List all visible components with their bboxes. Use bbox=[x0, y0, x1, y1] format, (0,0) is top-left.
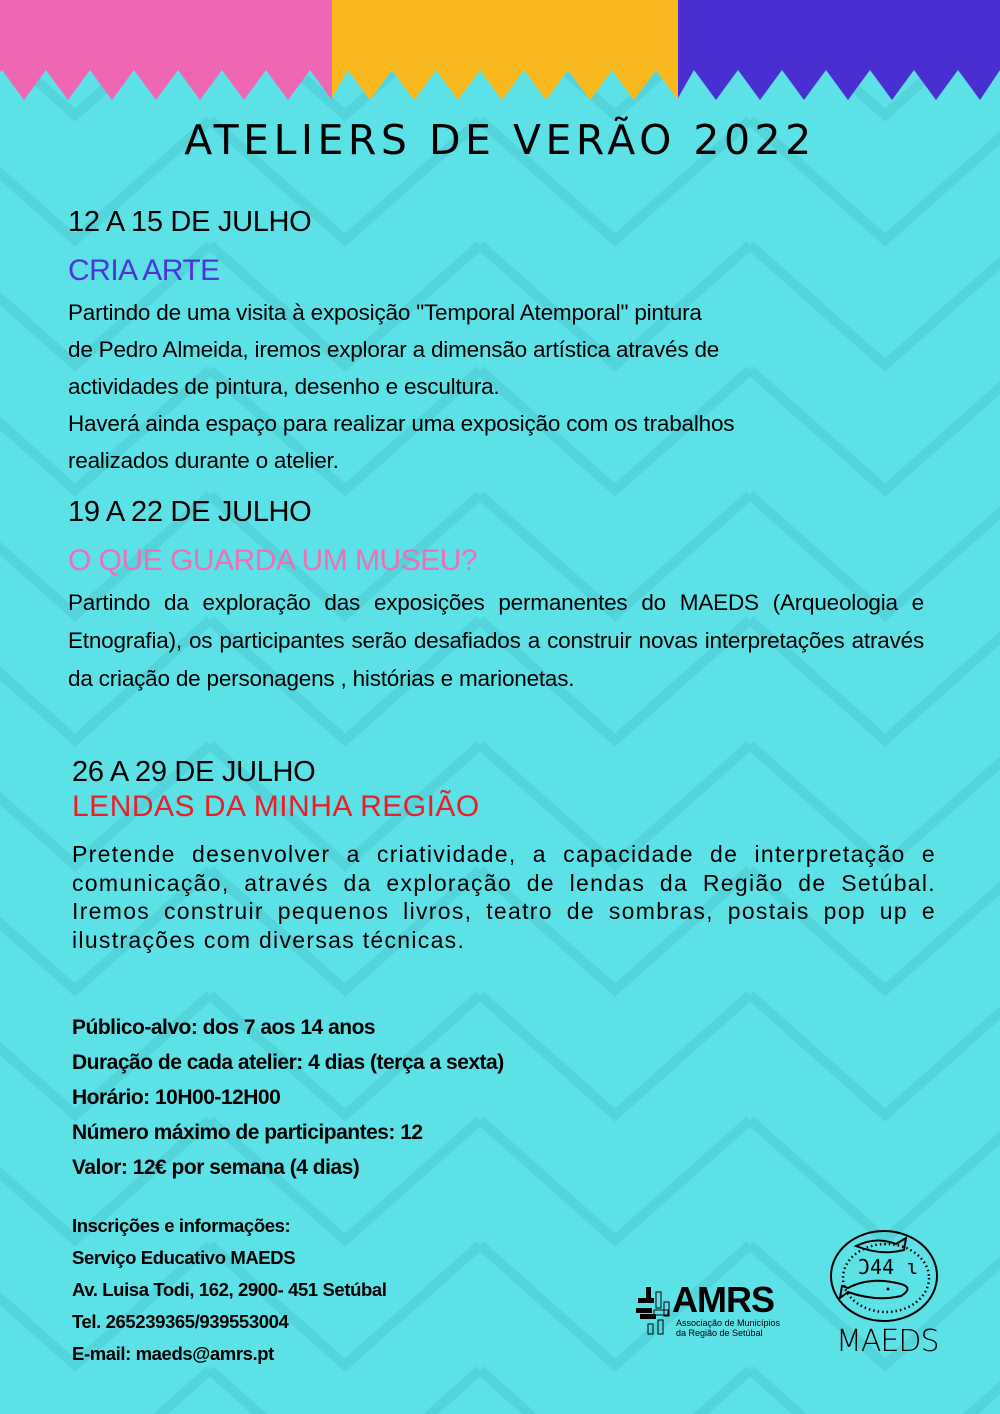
description-line: actividades de pintura, desenho e escultura. bbox=[68, 374, 500, 399]
description-line: Haverá ainda espaço para realizar uma exposição com os trabalhos bbox=[68, 411, 735, 436]
contact-service: Serviço Educativo MAEDS bbox=[72, 1247, 296, 1268]
atelier-3-title: LENDAS DA MINHA REGIÃO bbox=[72, 790, 480, 823]
contact-heading: Inscrições e informações: bbox=[72, 1215, 291, 1236]
contact-email: E-mail: maeds@amrs.pt bbox=[72, 1343, 274, 1364]
description-line: de Pedro Almeida, iremos explorar a dimensão artística através de bbox=[68, 337, 720, 362]
poster-title: ATELIERS DE VERÃO 2022 bbox=[184, 116, 816, 164]
atelier-1-dates: 12 A 15 DE JULHO bbox=[68, 206, 312, 238]
description-line: Partindo de uma visita à exposição "Temporal Atemporal" pintura bbox=[68, 300, 702, 325]
info-duration: Duração de cada atelier: 4 dias (terça a sexta) bbox=[72, 1051, 504, 1074]
atelier-3-dates: 26 A 29 DE JULHO bbox=[72, 756, 316, 788]
atelier-1-title: CRIA ARTE bbox=[68, 254, 220, 287]
contact-phone: Tel. 265239365/939553004 bbox=[72, 1311, 289, 1332]
amrs-wordmark: AMRS bbox=[672, 1279, 774, 1320]
info-audience: Público-alvo: dos 7 aos 14 anos bbox=[72, 1016, 376, 1039]
maeds-coin-emblem-icon bbox=[826, 1226, 946, 1326]
atelier-3-description: Pretende desenvolver a criatividade, a capacidade de interpretação e comunicação, através da exploração de lendas da Região de Setúbal. Iremos construir pequenos livros, teatro de sombras, postais pop up e ilustrações com diversas técnicas. bbox=[72, 841, 936, 953]
atelier-2-dates: 19 A 22 DE JULHO bbox=[68, 496, 312, 528]
info-max-participants: Número máximo de participantes: 12 bbox=[72, 1121, 423, 1144]
amrs-subtitle-line2: da Região de Setúbal bbox=[676, 1328, 763, 1338]
atelier-1-description bbox=[68, 294, 924, 479]
maeds-logo bbox=[826, 1226, 946, 1362]
amrs-subtitle-line1: Associação de Municípios bbox=[676, 1318, 781, 1328]
maeds-wordmark: MAEDS bbox=[836, 1324, 939, 1359]
atelier-2-description: Partindo da exploração das exposições permanentes do MAEDS (Arqueologia e Etnografia), os participantes serão desafiados a construir novas interpretações através da criação de personagens , histórias e marionetas. bbox=[68, 590, 924, 691]
amrs-subtitle bbox=[676, 1318, 780, 1338]
info-schedule: Horário: 10H00-12H00 bbox=[72, 1086, 281, 1109]
contact-address: Av. Luisa Todi, 162, 2900- 451 Setúbal bbox=[72, 1279, 387, 1300]
description-line: realizados durante o atelier. bbox=[68, 448, 339, 473]
contact-info bbox=[72, 1210, 387, 1370]
info-price: Valor: 12€ por semana (4 dias) bbox=[72, 1156, 360, 1179]
practical-info bbox=[72, 1010, 504, 1185]
atelier-2-title: O QUE GUARDA UM MUSEU? bbox=[68, 544, 478, 577]
svg-text:Ɔ44 ɩ: Ɔ44 ɩ bbox=[858, 1255, 919, 1279]
amrs-logo bbox=[634, 1279, 784, 1344]
